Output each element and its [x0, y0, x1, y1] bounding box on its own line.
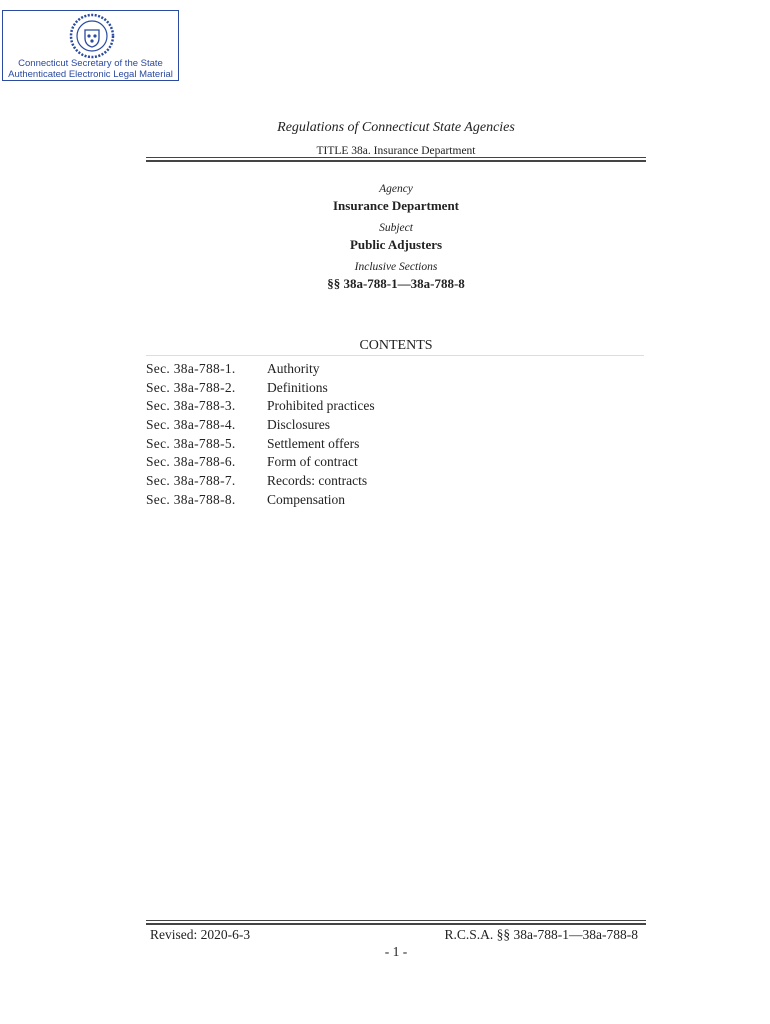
subject-value: Public Adjusters — [349, 237, 443, 252]
table-of-contents — [146, 361, 546, 511]
title-subtitle: TITLE 38a. Insurance Department — [316, 145, 476, 157]
toc-section-name: Definitions — [267, 379, 328, 395]
toc-row[interactable] — [146, 361, 546, 380]
toc-section-number: Sec. 38a-788-4. — [146, 417, 236, 433]
seal-line-2: Authenticated Electronic Legal Material — [8, 69, 173, 80]
toc-section-name: Authority — [267, 361, 320, 376]
toc-row[interactable] — [146, 398, 546, 417]
contents-heading: CONTENTS — [359, 338, 433, 353]
sections-value: §§ 38a-788-1—38a-788-8 — [327, 276, 465, 291]
toc-row[interactable] — [146, 492, 546, 511]
toc-section-name: Disclosures — [267, 417, 330, 433]
toc-section-name: Prohibited practices — [267, 398, 375, 414]
toc-section-number: Sec. 38a-788-2. — [146, 379, 236, 395]
header-rule — [146, 157, 646, 162]
toc-section-name: Records: contracts — [267, 473, 368, 489]
toc-section-number: Sec. 38a-788-6. — [146, 454, 236, 470]
state-seal-icon — [69, 13, 115, 59]
subject-label: Subject — [379, 222, 413, 234]
toc-section-number: Sec. 38a-788-3. — [146, 398, 236, 414]
toc-row[interactable] — [146, 473, 546, 492]
toc-section-number: Sec. 38a-788-8. — [146, 491, 236, 507]
seal-line-1: Connecticut Secretary of the State — [18, 58, 163, 69]
contents-rule — [146, 355, 644, 356]
agency-label: Agency — [379, 183, 413, 195]
footer-rule — [146, 920, 646, 925]
toc-section-name: Form of contract — [267, 454, 358, 470]
toc-section-number: Sec. 38a-788-5. — [146, 435, 236, 451]
revised-date: Revised: 2020-6-3 — [150, 927, 251, 942]
page-number: - 1 - — [384, 944, 408, 959]
toc-section-name: Compensation — [267, 491, 345, 507]
agency-value: Insurance Department — [332, 198, 459, 213]
toc-row[interactable] — [146, 417, 546, 436]
toc-section-name: Settlement offers — [267, 435, 360, 451]
document-title: Regulations of Connecticut State Agencies — [277, 120, 515, 135]
citation: R.C.S.A. §§ 38a-788-1—38a-788-8 — [444, 927, 638, 942]
authentication-seal-box — [2, 10, 179, 81]
toc-row[interactable] — [146, 454, 546, 473]
toc-row[interactable] — [146, 380, 546, 399]
toc-section-number: Sec. 38a-788-7. — [146, 473, 236, 489]
sections-label: Inclusive Sections — [354, 261, 438, 273]
toc-row[interactable] — [146, 436, 546, 455]
toc-section-number: Sec. 38a-788-1. — [146, 361, 236, 376]
